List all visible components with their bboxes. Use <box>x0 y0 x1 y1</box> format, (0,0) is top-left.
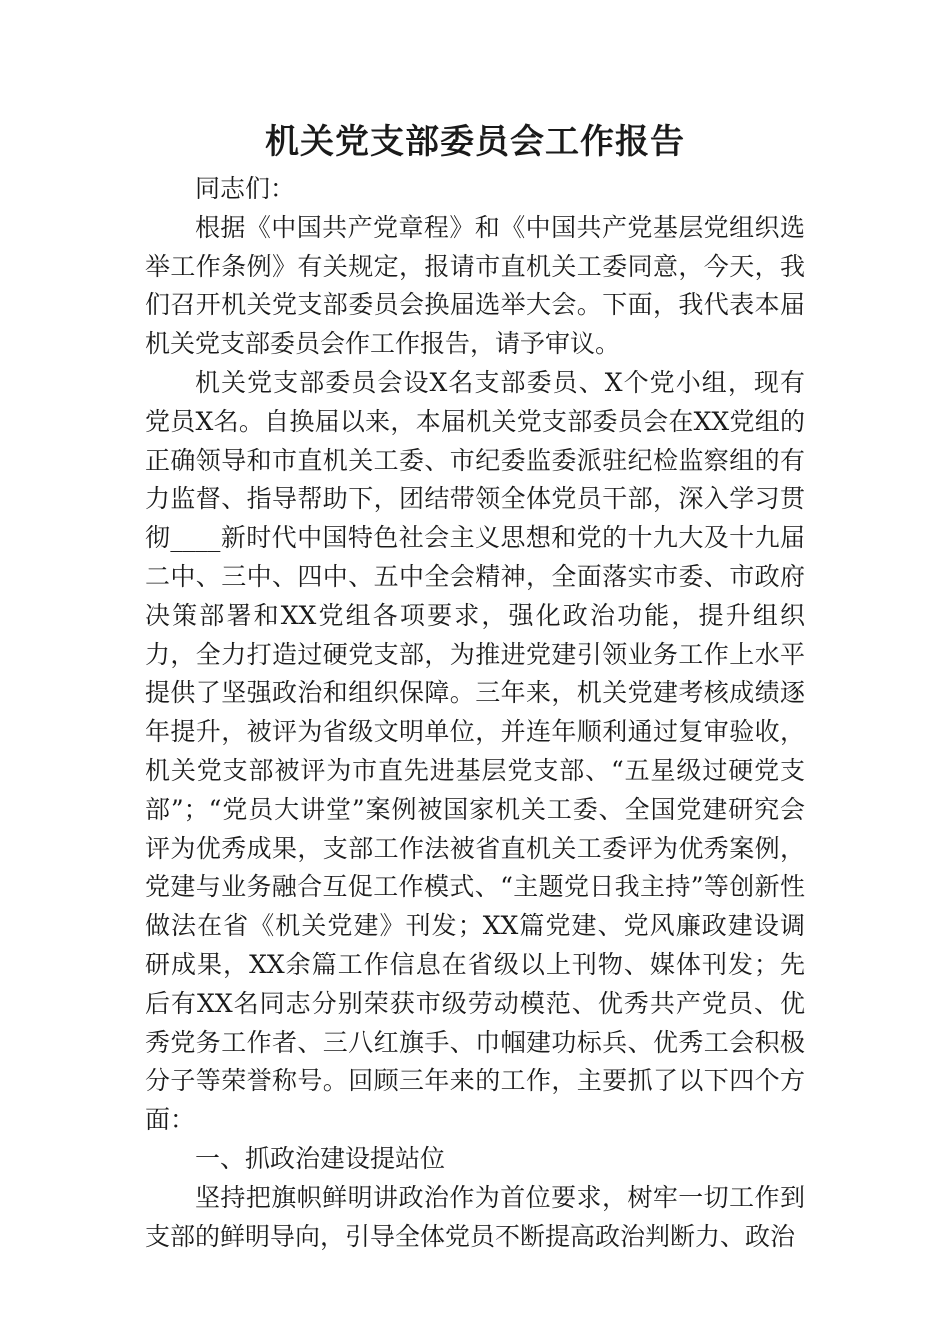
salutation: 同志们： <box>195 174 296 203</box>
summary-paragraph: 机关党支部委员会设X名支部委员、X个党小组，现有党员X名。自换届以来，本届机关党支部委员会在XX党组的正确领导和市直机关工委、市纪委监委派驻纪检监察组的有力监督、指导帮助下，团结带领全体党员干部，深入学习贯彻____新时代中国特色社会主义思想和党的十九大及十九届二中、三中、四中、五中全会精神，全面落实市委、市政府决策部署和XX党组各项要求，强化政治功能，提升组织力，全力打造过硬党支部，为推进党建引领业务工作上水平提供了坚强政治和组织保障。三年来，机关党建考核成绩逐年提升，被评为省级文明单位，并连年顺利通过复审验收，机关党支部被评为市直先进基层党支部、“五星级过硬党支部”；“党员大讲堂”案例被国家机关工委、全国党建研究会评为优秀成果，支部工作法被省直机关工委评为优秀案例，党建与业务融合互促工作模式、“主题党日我主持”等创新性做法在省《机关党建》刊发；XX篇党建、党风廉政建设调研成果，XX余篇工作信息在省级以上刊物、媒体刊发；先后有XX名同志分别荣获市级劳动模范、优秀共产党员、优秀党务工作者、三八红旗手、巾帼建功标兵、优秀工会积极分子等荣誉称号。回顾三年来的工作，主要抓了以下四个方面： <box>145 367 805 1135</box>
document-body <box>145 170 805 1256</box>
intro-paragraph: 根据《中国共产党章程》和《中国共产党基层党组织选举工作条例》有关规定，报请市直机关工委同意，今天，我们召开机关党支部委员会换届选举大会。下面，我代表本届机关党支部委员会作工作报告，请予审议。 <box>145 212 805 359</box>
document-title: 机关党支部委员会工作报告 <box>265 122 685 162</box>
section-paragraph: 坚持把旗帜鲜明讲政治作为首位要求，树牢一切工作到支部的鲜明导向，引导全体党员不断提高政治判断力、政治 <box>145 1182 805 1251</box>
section-heading: 一、抓政治建设提站位 <box>195 1143 446 1173</box>
